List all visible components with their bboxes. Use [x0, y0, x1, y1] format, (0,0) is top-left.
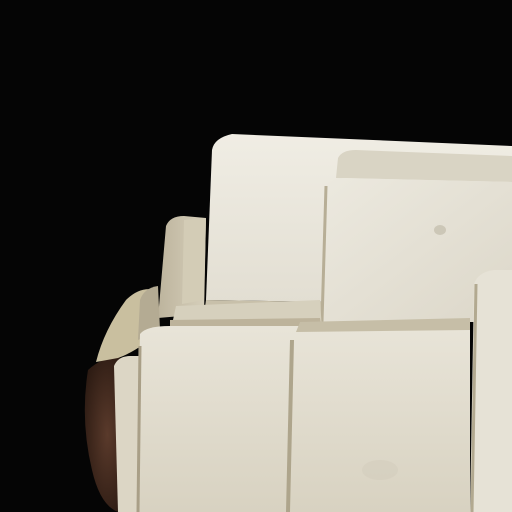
lower-left-leaf-edge [138, 346, 140, 512]
lower-middle-sheet [288, 326, 470, 512]
left-leaf-2 [182, 218, 206, 304]
paper-stain [362, 460, 398, 480]
paper-stain [434, 225, 446, 235]
lower-left-leaf [114, 356, 140, 512]
lower-left-sheet [136, 326, 300, 512]
